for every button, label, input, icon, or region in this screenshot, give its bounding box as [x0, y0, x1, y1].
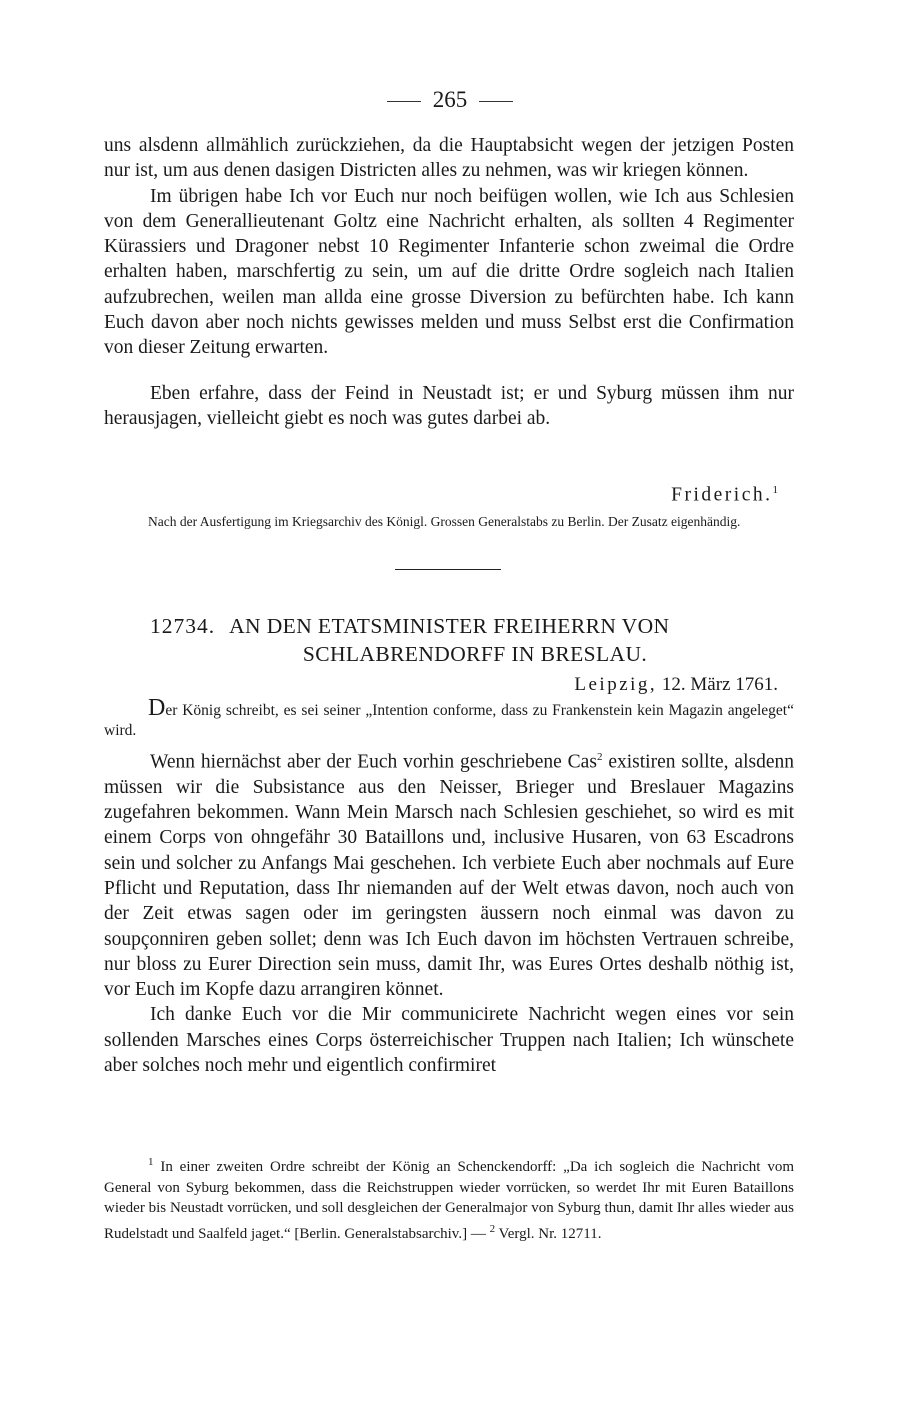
date: 12. März 1761.	[661, 674, 778, 695]
summary-initial: D	[148, 695, 166, 721]
paragraph-1: uns alsdenn allmählich zurückziehen, da die Hauptabsicht wegen der jetzigen Posten nur ist, um aus denen dasigen Districten alles zu nehmen, was wir kriegen können.	[104, 135, 794, 182]
fn1-text: In einer zweiten Ordre schreibt der König an Schenckendorff: „Da ich sogleich die Nachricht vom General von Syburg bekommen, dass die Reichstruppen wieder vorrücken, so werdet Ihr mit Euren Bataillons wieder bis Neustadt vorrücken, und soll desgleichen der Generalmajor von Syburg thun, damit Ihr alles wieder aus Rudelstadt und Saalfeld jaget.“ [Berlin. Generalstabsarchiv.] —	[104, 1159, 794, 1242]
footnote-mark-2: 2	[596, 751, 603, 763]
paragraph-2: Im übrigen habe Ich vor Euch nur noch beifügen wollen, wie Ich aus Schlesien von dem Generallieutenant Goltz eine Nachricht erhalten, als sollten 4 Regimenter Kürassiers und Dragoner nebst 10 Regimenter Infanterie schon zweimal die Ordre erhalten haben, marschfertig zu sein, um auf die dritte Ordre sogleich nach Italien aufzubrechen, weilen man allda eine grosse Diversion zu befürchten habe. Ich kann Euch davon aber noch nichts gewisses melden und muss Selbst erst die Confirmation von dieser Zeitung erwarten.	[104, 185, 794, 359]
summary-text: er König schreibt, es sei seiner „Intention conforme, dass zu Frankenstein kein Magazin angeleget“ wird.	[104, 702, 794, 739]
letter-p1-rest: existiren sollte, alsdenn müssen wir die Subsistance aus den Neisser, Brieger und Breslauer Magazins zugefahren bekommen. Wann Mein Marsch nach Schlesien geschiehet, so wird es mit einem Corps von ohngefähr 30 Bataillons und, inclusive Husaren, von 63 Escadrons sein und solcher zu Anfangs Mai geschehen. Ich verbiete Euch aber nochmals auf Eure Pflicht und Reputation, dass Ihr niemanden auf der Welt etwas davon, noch auch von der Zeit etwas sagen oder im geringsten äussern noch einmal was davon zu soupçonniren geben sollet; denn was Ich Euch davon im höchsten Vertrauen schreibe, nur bloss zu Eurer Direction sein muss, damit Ihr, was Eures Ortes deshalb nöthig ist, vor Euch im Kopfe dazu arrangiren könnet.	[104, 751, 794, 1001]
header-dash-left	[387, 101, 421, 102]
fn2-text: Vergl. Nr. 12711.	[495, 1225, 602, 1242]
document-heading	[150, 612, 770, 668]
signature	[671, 484, 778, 507]
section-divider	[395, 569, 501, 570]
letter-text	[104, 745, 794, 1078]
place: Leipzig,	[574, 674, 658, 695]
place-date	[574, 674, 778, 696]
footnotes	[104, 1152, 794, 1244]
fn2-mark: 2	[489, 1222, 496, 1235]
footnote-1	[104, 1152, 794, 1244]
continued-letter-text	[104, 133, 794, 431]
header-dash-right	[479, 101, 513, 102]
postscript-paragraph: Eben erfahre, dass der Feind in Neustadt ist; er und Syburg müssen ihm nur herausjagen, vielleicht giebt es noch was gutes darbei ab.	[104, 382, 794, 429]
letter-p1-start: Wenn hiernächst aber der Euch vorhin geschriebene Cas	[150, 751, 597, 773]
page-number: 265	[432, 87, 468, 112]
page-header	[0, 86, 900, 114]
title-line-2: SCHLABRENDORFF IN BRESLAU.	[302, 642, 648, 666]
document-number: 12734.	[150, 614, 216, 638]
title-line-1: AN DEN ETATSMINISTER FREIHERRN VON	[229, 614, 670, 638]
editorial-summary	[104, 695, 794, 741]
letter-paragraph-1	[104, 745, 794, 1002]
signature-name: Friderich.	[671, 484, 773, 506]
fn1-mark: 1	[148, 1156, 154, 1168]
letter-paragraph-2: Ich danke Euch vor die Mir communicirete Nachricht wegen eines vor sein sollenden Marsches eines Corps österreichischer Truppen nach Italien; Ich wünschete aber solches noch mehr und eigentlich confirmiret	[104, 1004, 794, 1077]
footnote-mark-1: 1	[772, 484, 778, 496]
source-note: Nach der Ausfertigung im Kriegsarchiv des Königl. Grossen Generalstabs zu Berlin. Der Zusatz eigenhändig.	[148, 514, 741, 529]
